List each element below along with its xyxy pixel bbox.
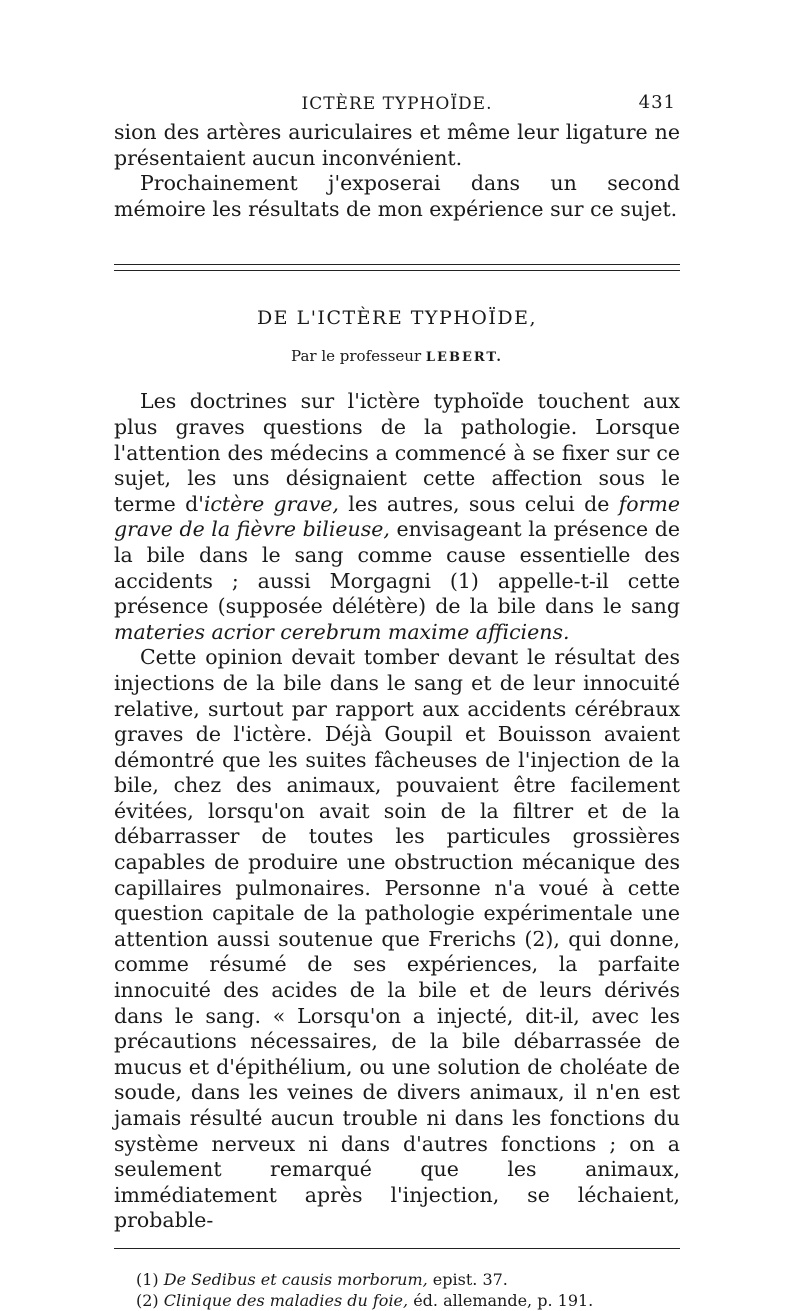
article-title: DE L'ICTÈRE TYPHOÏDE, (256, 307, 538, 330)
footnote-2 (136, 1290, 680, 1311)
p1-text-c: les autres, sous celui de (338, 491, 619, 516)
previous-article-paragraph-1: sion des artères auriculaires et même leur ligature ne présentaient aucun inconvénient. (114, 120, 680, 170)
byline-prefix: Par le professeur (291, 347, 422, 366)
p1-text-a: Les doctrines sur l'ictère typhoïde touchent aux plus graves questions de la pathologie. Lorsque l'attention des médecins a commencé à se fixer sur ce sujet, les uns désignaient cette affection sous le terme d' (114, 389, 680, 516)
footnote-1-title: De Sedibus et causis morborum, (163, 1269, 428, 1289)
page-number: 431 (638, 92, 676, 113)
running-head (114, 90, 680, 116)
footnote-2-rest: éd. allemande, p. 191. (408, 1290, 594, 1310)
previous-article-paragraph-2: Prochainement j'exposerai dans un second mémoire les résultats de mon expérience sur ce sujet. (114, 171, 680, 221)
footnote-1 (136, 1269, 680, 1290)
p1-italic-ictere-grave: ictère grave, (203, 491, 339, 516)
footnote-rule (114, 1248, 680, 1249)
footnotes (136, 1269, 680, 1311)
previous-article-ending (114, 120, 680, 222)
byline-author: LEBERT. (425, 350, 503, 366)
running-head-title: ICTÈRE TYPHOÏDE. (301, 94, 493, 114)
article-paragraph-1 (114, 389, 680, 645)
footnote-1-rest: epist. 37. (427, 1269, 508, 1289)
footnote-2-title: Clinique des maladies du foie, (163, 1290, 409, 1310)
p1-text-e: envisageant la présence de la bile dans le sang comme cause essentielle des accidents ; aussi Morgagni (1) appelle-t-il cette présence (supposée délétère) de la bile dans le sang (114, 517, 680, 619)
p1-italic-forme-grave: forme grave de la fièvre bilieuse, (114, 491, 680, 542)
article-byline (114, 347, 680, 365)
article-paragraph-2: Cette opinion devait tomber devant le résultat des injections de la bile dans le sang et de leur innocuité relative, surtout par rapport aux accidents cérébraux graves de l'ictère. Déjà Goupil et Bouisson avaient démontré que les suites fâcheuses de l'injection de la bile, chez des animaux, pouvaient être facilement évitées, lorsqu'on avait soin de la filtrer et de la débarrasser de toutes les particules grossières capables de produire une obstruction mécanique des capillaires pulmonaires. Personne n'a voué à cette question capitale de la pathologie expérimentale une attention aussi soutenue que Frerichs (2), qui donne, comme résumé de ses expériences, la parfaite innocuité des acides de la bile et de leurs dérivés dans le sang. « Lorsqu'on a injecté, dit-il, avec les précautions nécessaires, de la bile débarrassée de mucus et d'épithélium, ou une solution de choléate de soude, dans les veines de divers animaux, il n'en est jamais résulté aucun trouble ni dans les fonctions du système nerveux ni dans d'autres fonctions ; on a seulement remarqué que les animaux, immédiatement après l'injection, se léchaient, probable- (114, 645, 680, 1233)
p1-italic-latin-quote: materies acrior cerebrum maxime afficiens. (114, 619, 570, 644)
footnote-1-mark: (1) (136, 1269, 164, 1289)
book-page (114, 90, 680, 1311)
footnote-2-mark: (2) (136, 1290, 164, 1310)
section-divider-rule (114, 264, 680, 271)
article-body (114, 389, 680, 1234)
